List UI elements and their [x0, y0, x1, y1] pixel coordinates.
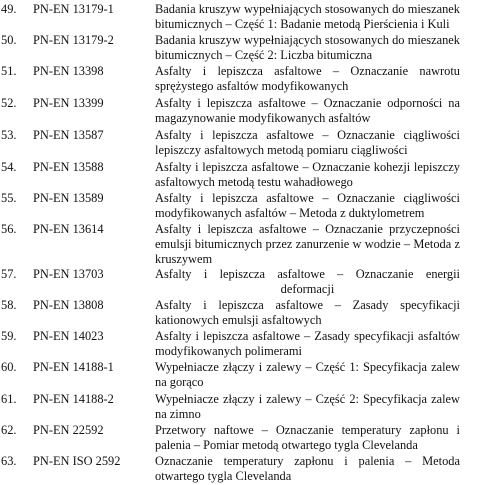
- title-line: otwartego tygla Clevelanda: [155, 469, 292, 483]
- table-row: [0, 454, 480, 485]
- title-line: Asfalty i lepiszcza asfaltowe – Oznaczanie ciągliwości: [155, 191, 460, 205]
- standard-title: [155, 329, 460, 359]
- title-line: Asfalty i lepiszcza asfaltowe – Oznaczanie ciągliwości: [155, 128, 460, 142]
- title-line: lepiszczy asfaltowych metodą pomiaru ciągliwości: [155, 143, 408, 157]
- row-number: 49.: [1, 2, 17, 16]
- row-number: 62.: [1, 423, 17, 437]
- standard-title: [155, 423, 460, 453]
- standard-code: PN-EN ISO 2592: [33, 454, 121, 468]
- table-row: [0, 191, 480, 222]
- title-line: Asfalty i lepiszcza asfaltowe – Oznaczanie kohezji lepiszczy: [155, 160, 460, 174]
- table-row: [0, 329, 480, 360]
- standard-title: [155, 267, 460, 297]
- row-number: 63.: [1, 454, 17, 468]
- standard-title: [155, 96, 460, 126]
- standard-code: PN-EN 22592: [33, 423, 104, 437]
- title-line: Asfalty i lepiszcza asfaltowe – Oznaczanie energii: [155, 267, 460, 281]
- title-line: bitumicznych – Część 1: Badanie metodą Pierścienia i Kuli: [155, 17, 450, 31]
- title-line: Oznaczanie temperatury zapłonu i palenia – Metoda: [155, 454, 460, 468]
- title-line: kationowych emulsji asfaltowych: [155, 313, 322, 327]
- row-number: 52.: [1, 96, 17, 110]
- title-line: Asfalty i lepiszcza asfaltowe – Zasady specyfikacji: [155, 298, 460, 312]
- table-row: [0, 298, 480, 329]
- row-number: 55.: [1, 191, 17, 205]
- standard-code: PN-EN 13703: [33, 267, 104, 281]
- row-number: 53.: [1, 128, 17, 142]
- row-number: 57.: [1, 267, 17, 281]
- standard-code: PN-EN 13179-2: [33, 33, 114, 47]
- table-row: [0, 64, 480, 96]
- table-row: [0, 33, 480, 64]
- table-row: [0, 392, 480, 423]
- table-row: [0, 96, 480, 128]
- title-line: sprężystego asfaltów modyfikowanych: [155, 79, 349, 93]
- standard-title: [155, 2, 460, 32]
- standard-code: PN-EN 13399: [33, 96, 104, 110]
- table-row: [0, 267, 480, 298]
- standard-code: PN-EN 13614: [33, 222, 104, 236]
- title-line: na gorąco: [155, 375, 204, 389]
- title-line: Wypełniacze złączy i zalewy – Część 1: Specyfikacja zalew: [155, 360, 460, 374]
- standard-title: [155, 360, 460, 390]
- standard-title: [155, 392, 460, 422]
- title-line: bitumicznych – Część 2: Liczba bitumiczna: [155, 48, 373, 62]
- standard-code: PN-EN 13179-1: [33, 2, 114, 16]
- table-row: [0, 222, 480, 267]
- standard-code: PN-EN 14188-2: [33, 392, 114, 406]
- standard-code: PN-EN 13589: [33, 191, 104, 205]
- standard-title: [155, 454, 460, 484]
- title-line: magazynowanie modyfikowanych asfaltów: [155, 111, 371, 125]
- title-line: deformacji: [280, 282, 335, 296]
- title-line: modyfikowanych asfaltów – Metoda z duktylometrem: [155, 206, 425, 220]
- table-row: [0, 360, 480, 392]
- row-number: 56.: [1, 222, 17, 236]
- title-line: Asfalty i lepiszcza asfaltowe – Oznaczanie przyczepności: [155, 222, 460, 236]
- row-number: 60.: [1, 360, 17, 374]
- title-line: palenia – Pomiar metodą otwartego tygla Clevelanda: [155, 438, 418, 452]
- standard-title: [155, 222, 460, 267]
- title-line: Asfalty i lepiszcza asfaltowe – Oznaczanie nawrotu: [155, 64, 460, 78]
- title-line: Wypełniacze złączy i zalewy – Część 2: Specyfikacja zalew: [155, 392, 460, 406]
- standard-code: PN-EN 13808: [33, 298, 104, 312]
- title-line: Asfalty i lepiszcza asfaltowe – Zasady specyfikacji asfaltów: [155, 329, 460, 343]
- title-line: kruszywem: [155, 252, 213, 266]
- row-number: 61.: [1, 392, 17, 406]
- title-line: modyfikowanych polimerami: [155, 344, 302, 358]
- standard-title: [155, 298, 460, 328]
- title-line: Asfalty i lepiszcza asfaltowe – Oznaczanie odporności na: [155, 96, 460, 110]
- table-row: [0, 2, 480, 33]
- standard-title: [155, 64, 460, 94]
- title-line: asfaltowych metodą testu wahadłowego: [155, 175, 353, 189]
- row-number: 54.: [1, 160, 17, 174]
- standard-code: PN-EN 13587: [33, 128, 104, 142]
- table-row: [0, 128, 480, 160]
- standard-title: [155, 160, 460, 190]
- table-row: [0, 160, 480, 191]
- standard-code: PN-EN 14023: [33, 329, 104, 343]
- title-line: Przetwory naftowe – Oznaczanie temperatury zapłonu i: [155, 423, 460, 437]
- standard-title: [155, 128, 460, 158]
- title-line: Badania kruszyw wypełniających stosowanych do mieszanek: [155, 2, 460, 16]
- standard-title: [155, 33, 460, 63]
- standards-table: [0, 2, 480, 485]
- standard-code: PN-EN 13398: [33, 64, 104, 78]
- title-line: na zimno: [155, 407, 201, 421]
- row-number: 58.: [1, 298, 17, 312]
- table-row: [0, 423, 480, 454]
- standard-code: PN-EN 14188-1: [33, 360, 114, 374]
- standard-title: [155, 191, 460, 221]
- row-number: 59.: [1, 329, 17, 343]
- row-number: 51.: [1, 64, 17, 78]
- row-number: 50.: [1, 33, 17, 47]
- title-line: Badania kruszyw wypełniających stosowanych do mieszanek: [155, 33, 460, 47]
- standard-code: PN-EN 13588: [33, 160, 104, 174]
- title-line: emulsji bitumicznych przez zanurzenie w wodzie – Metoda z: [155, 237, 460, 251]
